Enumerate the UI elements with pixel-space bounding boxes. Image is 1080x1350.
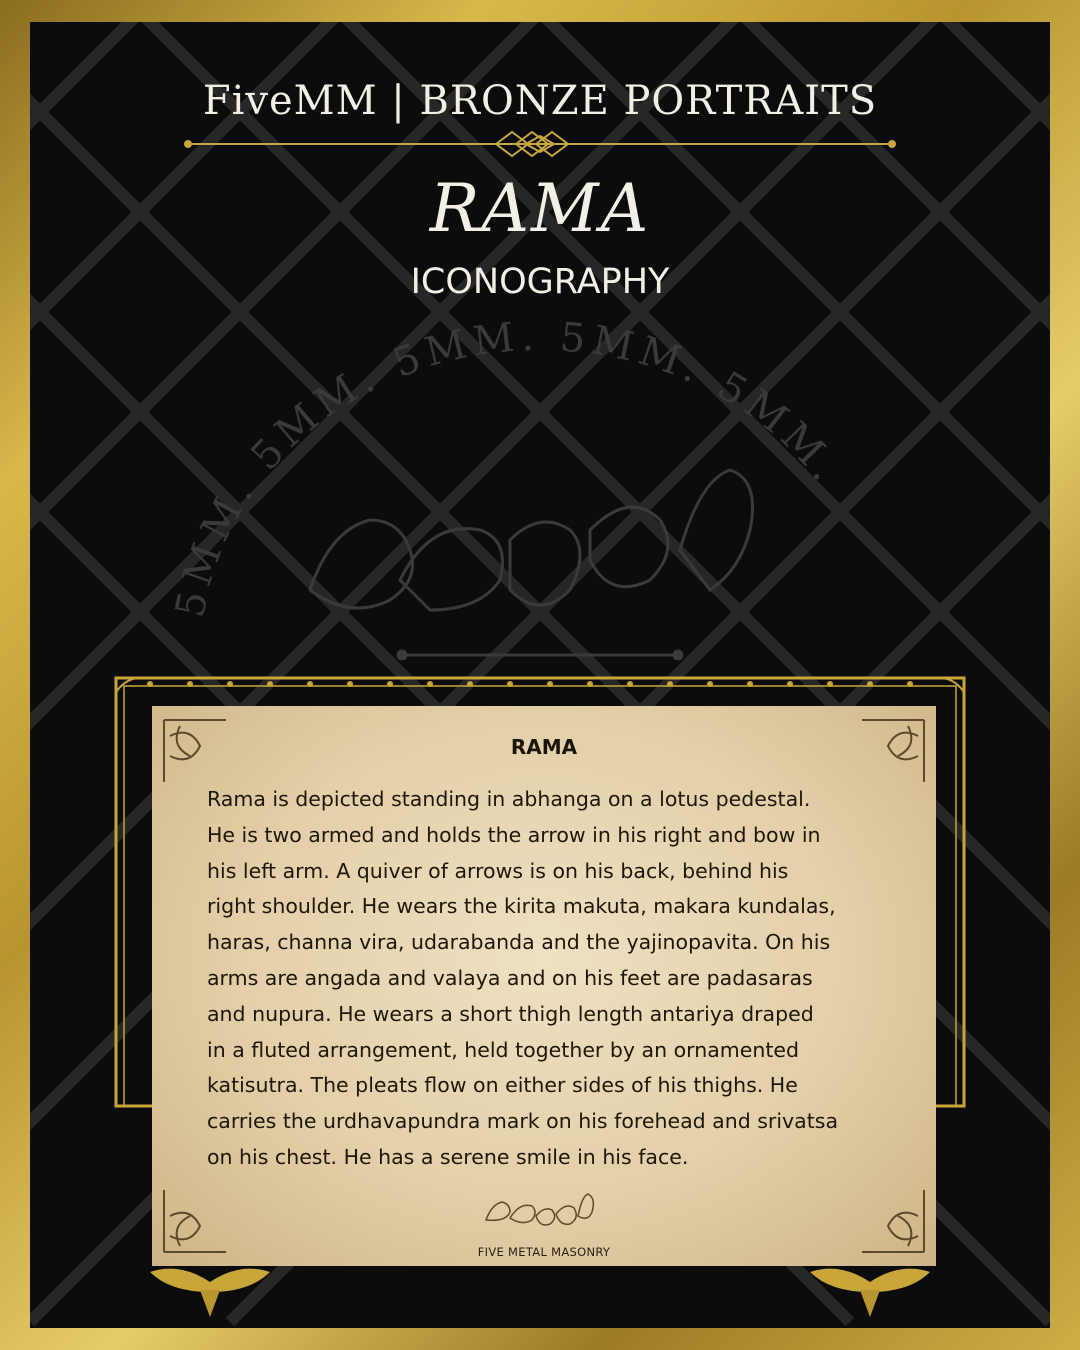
description-line: his left arm. A quiver of arrows is on his back, behind his [207,858,789,883]
gold-scroll-ornament-icon [140,1262,280,1322]
gold-scroll-ornament-icon [800,1262,940,1322]
brand-title: FiveMM | BRONZE PORTRAITS [202,78,878,124]
watermark-text: 5MM. 5MM. 5MM. 5MM. 5MM. [167,314,852,622]
description-line: haras, channa vira, udarabanda and the yajinopavita. On his [207,930,831,955]
description-line: Rama is depicted standing in abhanga on a lotus pedestal. [207,787,811,811]
description-line: on his chest. He has a serene smile in his face. [207,1144,689,1169]
card-description [207,782,897,1176]
description-line: katisutra. The pleats flow on either sides of his thighs. He [207,1073,798,1098]
description-line: right shoulder. He wears the kirita makuta, makara kundalas, [207,894,836,919]
page-title: RAMA [429,170,651,247]
description-line: carries the urdhavapundra mark on his forehead and srivatsa [207,1109,839,1134]
hands-icon [310,470,753,610]
watermark-logo [140,300,940,680]
description-line: arms are angada and valaya and on his feet are padasaras [207,965,813,990]
hands-logo-icon [480,1190,600,1230]
card-title: RAMA [510,735,578,759]
page-subtitle: ICONOGRAPHY [410,262,670,302]
description-line: in a fluted arrangement, held together by an ornamented [207,1037,800,1062]
description-line: He is two armed and holds the arrow in his right and bow in [207,822,821,847]
brand-footer: FIVE METAL MASONRY [477,1245,611,1259]
description-line: and nupura. He wears a short thigh length antariya draped [207,1001,814,1026]
ornament-divider [180,128,900,160]
